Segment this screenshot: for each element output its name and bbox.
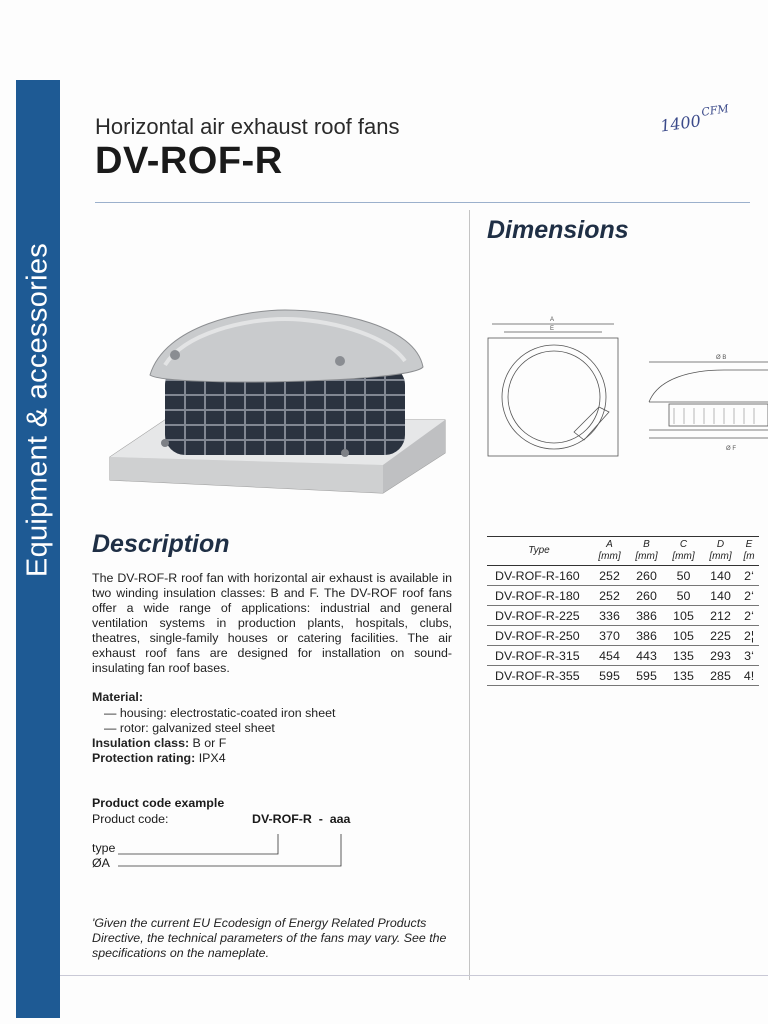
table-header-type: Type: [528, 545, 550, 556]
material-rotor: — rotor: galvanized steel sheet: [104, 721, 275, 735]
table-header-col: C [mm]: [672, 539, 695, 562]
page-subtitle: Horizontal air exhaust roof fans: [95, 114, 400, 139]
product-code-type-label: type: [92, 841, 116, 855]
table-header-col: E [m: [743, 539, 755, 562]
product-code-title: Product code example: [92, 796, 225, 810]
insulation-class: Insulation class: B or F: [92, 736, 227, 750]
drawing-label-f: Ø F: [726, 446, 736, 452]
handwritten-value: 1400: [659, 111, 702, 136]
table-row: DV-ROF-R-315 454 443 135 293 3‘: [487, 646, 759, 666]
table-row: DV-ROF-R-250 370 386 105 225 2¦: [487, 626, 759, 646]
product-code-a-label: ØA: [92, 856, 110, 870]
dimensions-table: [487, 536, 759, 686]
handwritten-unit: CFM: [700, 102, 730, 119]
product-code-label: Product code:: [92, 812, 169, 826]
table-row: DV-ROF-R-355 595 595 135 285 4!: [487, 666, 759, 686]
product-code-value: DV-ROF-R - aaa: [252, 812, 351, 826]
dimensions-heading: Dimensions: [487, 216, 629, 244]
footnote: 'Given the current EU Ecodesign of Energy Related Products Directive, the technical parameters of the fans may vary. See the specifications on the nameplate.: [92, 916, 447, 960]
drawing-label-e: E: [550, 326, 555, 332]
material-label: Material:: [92, 690, 143, 704]
table-row: DV-ROF-R-180 252 260 50 140 2‘: [487, 586, 759, 606]
description-heading: Description: [92, 530, 230, 558]
table-header-col: A [mm]: [598, 539, 621, 562]
drawing-label-b: Ø B: [716, 355, 727, 361]
description-text: The DV-ROF-R roof fan with horizontal air exhaust is available in two winding insulation classes: B and F. The DV-ROF roof fans offer a wide range of applications: industrial and general ventilation systems in production plants, hospitals, clubs, theatres, single-family houses or catering facilities. The air exhaust roof fans are designed for installation on sound-insulating fan roof bases.: [92, 571, 452, 675]
drawing-label-a: A: [550, 317, 555, 323]
table-row: DV-ROF-R-225 336 386 105 212 2‘: [487, 606, 759, 626]
sidebar-title: Equipment & accessories: [21, 242, 54, 578]
protection-rating: Protection rating: IPX4: [92, 751, 226, 765]
column-divider: [469, 210, 470, 980]
table-header-row: [487, 537, 759, 566]
table-header-col: D [mm]: [709, 539, 732, 562]
roof-fan-image: [105, 305, 450, 500]
material-housing: — housing: electrostatic-coated iron sheet: [104, 706, 336, 720]
dimension-drawing: [484, 312, 768, 462]
product-code-leader-lines: [118, 830, 348, 870]
page-title: DV-ROF-R: [95, 140, 283, 182]
footer-divider: [60, 975, 768, 976]
table-row: DV-ROF-R-160 252 260 50 140 2‘: [487, 566, 759, 586]
header-divider: [95, 202, 750, 203]
table-header-col: B [mm]: [635, 539, 658, 562]
handwritten-note: [659, 102, 730, 136]
